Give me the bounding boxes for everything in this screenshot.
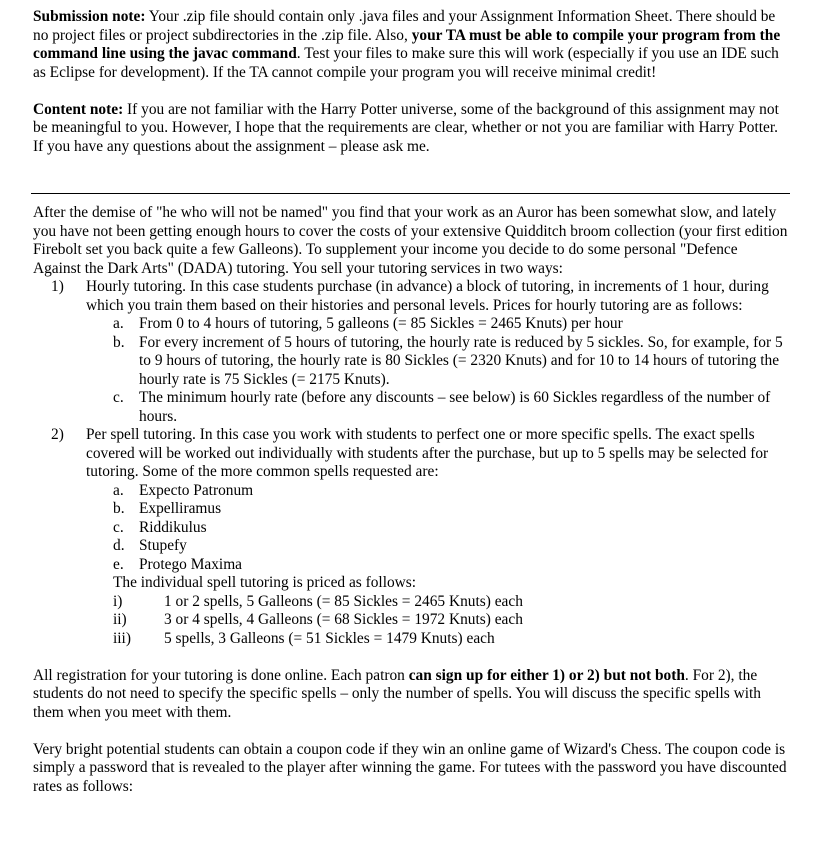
coupon-paragraph: Very bright potential students can obtain a coupon code if they win an online game of Wizard's Chess. The coupon code is simply a password that is revealed to the player after winning the game. For tutees with the password you have discounted rates as follows: bbox=[33, 740, 787, 795]
roman-number: ii) bbox=[113, 611, 127, 628]
content-note bbox=[33, 101, 788, 157]
registration-emphasis: can sign up for either 1) or 2) but not both bbox=[408, 666, 685, 684]
registration-paragraph bbox=[33, 667, 788, 723]
price-item bbox=[33, 593, 788, 612]
sublist-letter: b. bbox=[113, 333, 125, 351]
content-note-text: If you are not familiar with the Harry Potter universe, some of the background of this assignment may not be meaningful to you. However, I hope that the requirements are clear, whether or not you are familiar with Harry Potter. If you have any questions about the assignment – please ask me. bbox=[33, 100, 779, 155]
spell-name: Stupefy bbox=[139, 537, 187, 554]
roman-number: i) bbox=[113, 592, 123, 610]
spell-name: Riddikulus bbox=[139, 518, 207, 536]
sublist-text: The minimum hourly rate (before any discounts – see below) is 60 Sickles regardless of the number of hours. bbox=[139, 389, 771, 425]
price-text: 1 or 2 spells, 5 Galleons (= 85 Sickles = 2465 Knuts) each bbox=[164, 592, 523, 610]
spell-item bbox=[33, 482, 788, 501]
spell-item bbox=[33, 556, 788, 575]
sublist-letter: a. bbox=[113, 481, 124, 499]
list-item-text: Hourly tutoring. In this case students purchase (in advance) a block of tutoring, in increments of 1 hour, during which you train them based on their histories and personal levels. Prices for hourly tutoring are as follows: bbox=[86, 278, 769, 314]
spell-item bbox=[33, 519, 788, 538]
sublist-item bbox=[33, 315, 788, 334]
submission-note-text-2: . Test your files to make sure this will work (especially if you use an IDE such as Eclipse for development). If the TA cannot compile your program you will receive minimal credit! bbox=[33, 45, 779, 81]
sublist-letter: e. bbox=[113, 555, 124, 573]
price-text: 3 or 4 spells, 4 Galleons (= 68 Sickles = 1972 Knuts) each bbox=[164, 611, 523, 628]
list-item-per-spell bbox=[33, 426, 788, 482]
sublist-item bbox=[33, 389, 788, 426]
registration-text-2: . For 2), the students do not need to specify the specific spells – only the number of spells. You will discuss the specific spells with them when you meet with them. bbox=[33, 666, 761, 721]
spell-name: Expecto Patronum bbox=[139, 481, 254, 499]
submission-note bbox=[33, 8, 788, 82]
sublist-letter: a. bbox=[113, 315, 124, 332]
sublist-text: From 0 to 4 hours of tutoring, 5 galleons (= 85 Sickles = 2465 Knuts) per hour bbox=[139, 315, 623, 332]
list-item-text: Per spell tutoring. In this case you work with students to perfect one or more specific spells. The exact spells covered will be worked out individually with students after the purchase, but up to 5 spells may be selected for tutoring. Some of the more common spells requested are: bbox=[86, 426, 769, 480]
list-item-hourly bbox=[33, 278, 788, 315]
sublist-letter: c. bbox=[113, 389, 124, 406]
spell-name: Protego Maxima bbox=[139, 555, 243, 573]
sublist-item bbox=[33, 334, 788, 390]
spell-item bbox=[33, 537, 788, 556]
document-page bbox=[33, 8, 788, 796]
price-item bbox=[33, 630, 788, 649]
sublist-letter: b. bbox=[113, 500, 125, 517]
submission-note-emphasis: your TA must be able to compile your program from the command line using the javac command bbox=[33, 26, 781, 62]
price-text: 5 spells, 3 Galleons (= 51 Sickles = 1479 Knuts) each bbox=[164, 629, 495, 647]
spell-item bbox=[33, 500, 788, 519]
list-number: 1) bbox=[51, 278, 64, 295]
spell-name: Expelliramus bbox=[139, 500, 222, 517]
pricing-intro: The individual spell tutoring is priced as follows: bbox=[113, 574, 417, 591]
intro-paragraph: After the demise of "he who will not be named" you find that your work as an Auror has been somewhat slow, and lately you have not been getting enough hours to cover the costs of your extensive Quidditch broom collection (your first edition Firebolt set you back quite a few Galleons). To supplement your income you decide to do some personal "Defence Against the Dark Arts" (DADA) tutoring. You sell your tutoring services in two ways: bbox=[33, 204, 788, 277]
sublist-letter: c. bbox=[113, 518, 124, 536]
list-number: 2) bbox=[51, 426, 64, 443]
submission-note-text-1: Your .zip file should contain only .java files and your Assignment Information Sheet. There should be no project files or project subdirectories in the .zip file. Also, bbox=[33, 8, 776, 44]
content-note-label: Content note: bbox=[33, 100, 124, 118]
roman-number: iii) bbox=[113, 629, 131, 647]
registration-text-1: All registration for your tutoring is done online. Each patron bbox=[33, 666, 409, 684]
sublist-letter: d. bbox=[113, 537, 125, 554]
horizontal-divider bbox=[31, 193, 790, 194]
submission-note-label: Submission note: bbox=[33, 8, 146, 25]
price-item bbox=[33, 611, 788, 630]
sublist-text: For every increment of 5 hours of tutoring, the hourly rate is reduced by 5 sickles. So, for example, for 5 to 9 hours of tutoring, the hourly rate is 80 Sickles (= 2320 Knuts) and for 10 to 14 hours of tutoring the hourly rate is 75 Sickles (= 2175 Knuts). bbox=[139, 333, 783, 388]
